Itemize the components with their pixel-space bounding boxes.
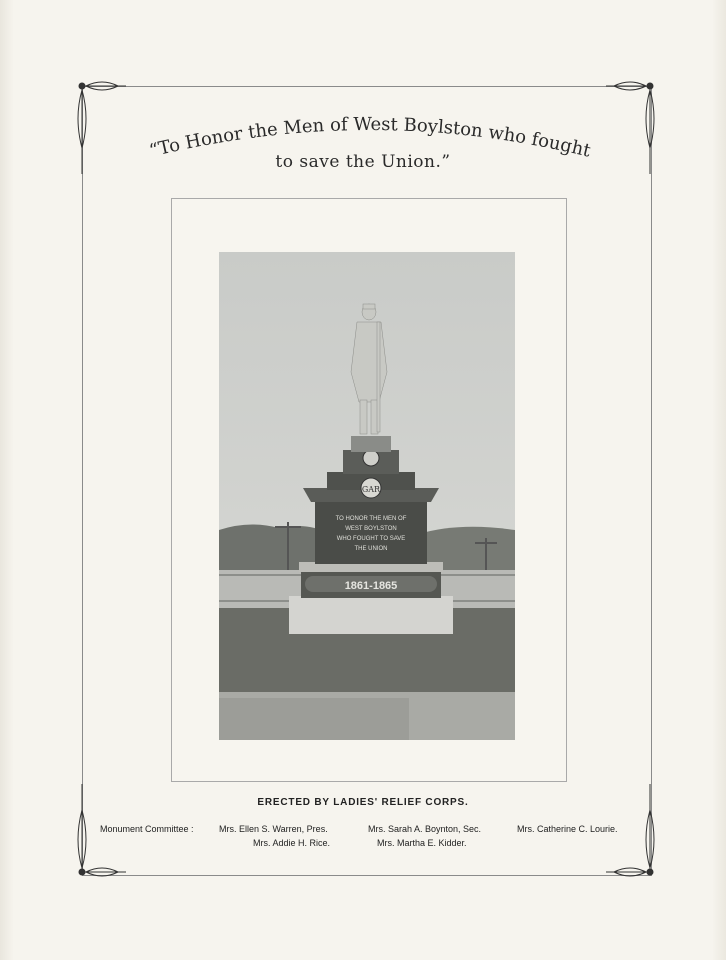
committee-member: Mrs. Ellen S. Warren, Pres. <box>219 824 328 834</box>
committee-member: Mrs. Catherine C. Lourie. <box>517 824 618 834</box>
monogram-text: GAR <box>361 485 381 494</box>
inscription-line: THE UNION <box>354 546 388 552</box>
erected-by-text: ERECTED BY LADIES' RELIEF CORPS. <box>257 797 469 808</box>
title-line2: to save the Union.” <box>275 152 451 172</box>
committee-member: Mrs. Martha E. Kidder. <box>377 838 467 848</box>
monument-photo <box>219 252 515 740</box>
committee-label: Monument Committee : <box>100 824 194 834</box>
inscription-line: WHO FOUGHT TO SAVE <box>336 536 406 542</box>
inscription-line: WEST BOYLSTON <box>345 526 397 532</box>
dates-text: 1861-1865 <box>344 580 398 592</box>
committee-member: Mrs. Sarah A. Boynton, Sec. <box>368 824 482 834</box>
title-line1: “To Honor the Men of West Boylston who fought <box>147 113 593 162</box>
committee-member: Mrs. Addie H. Rice. <box>253 838 331 848</box>
inscription-line: TO HONOR THE MEN OF <box>335 516 407 522</box>
